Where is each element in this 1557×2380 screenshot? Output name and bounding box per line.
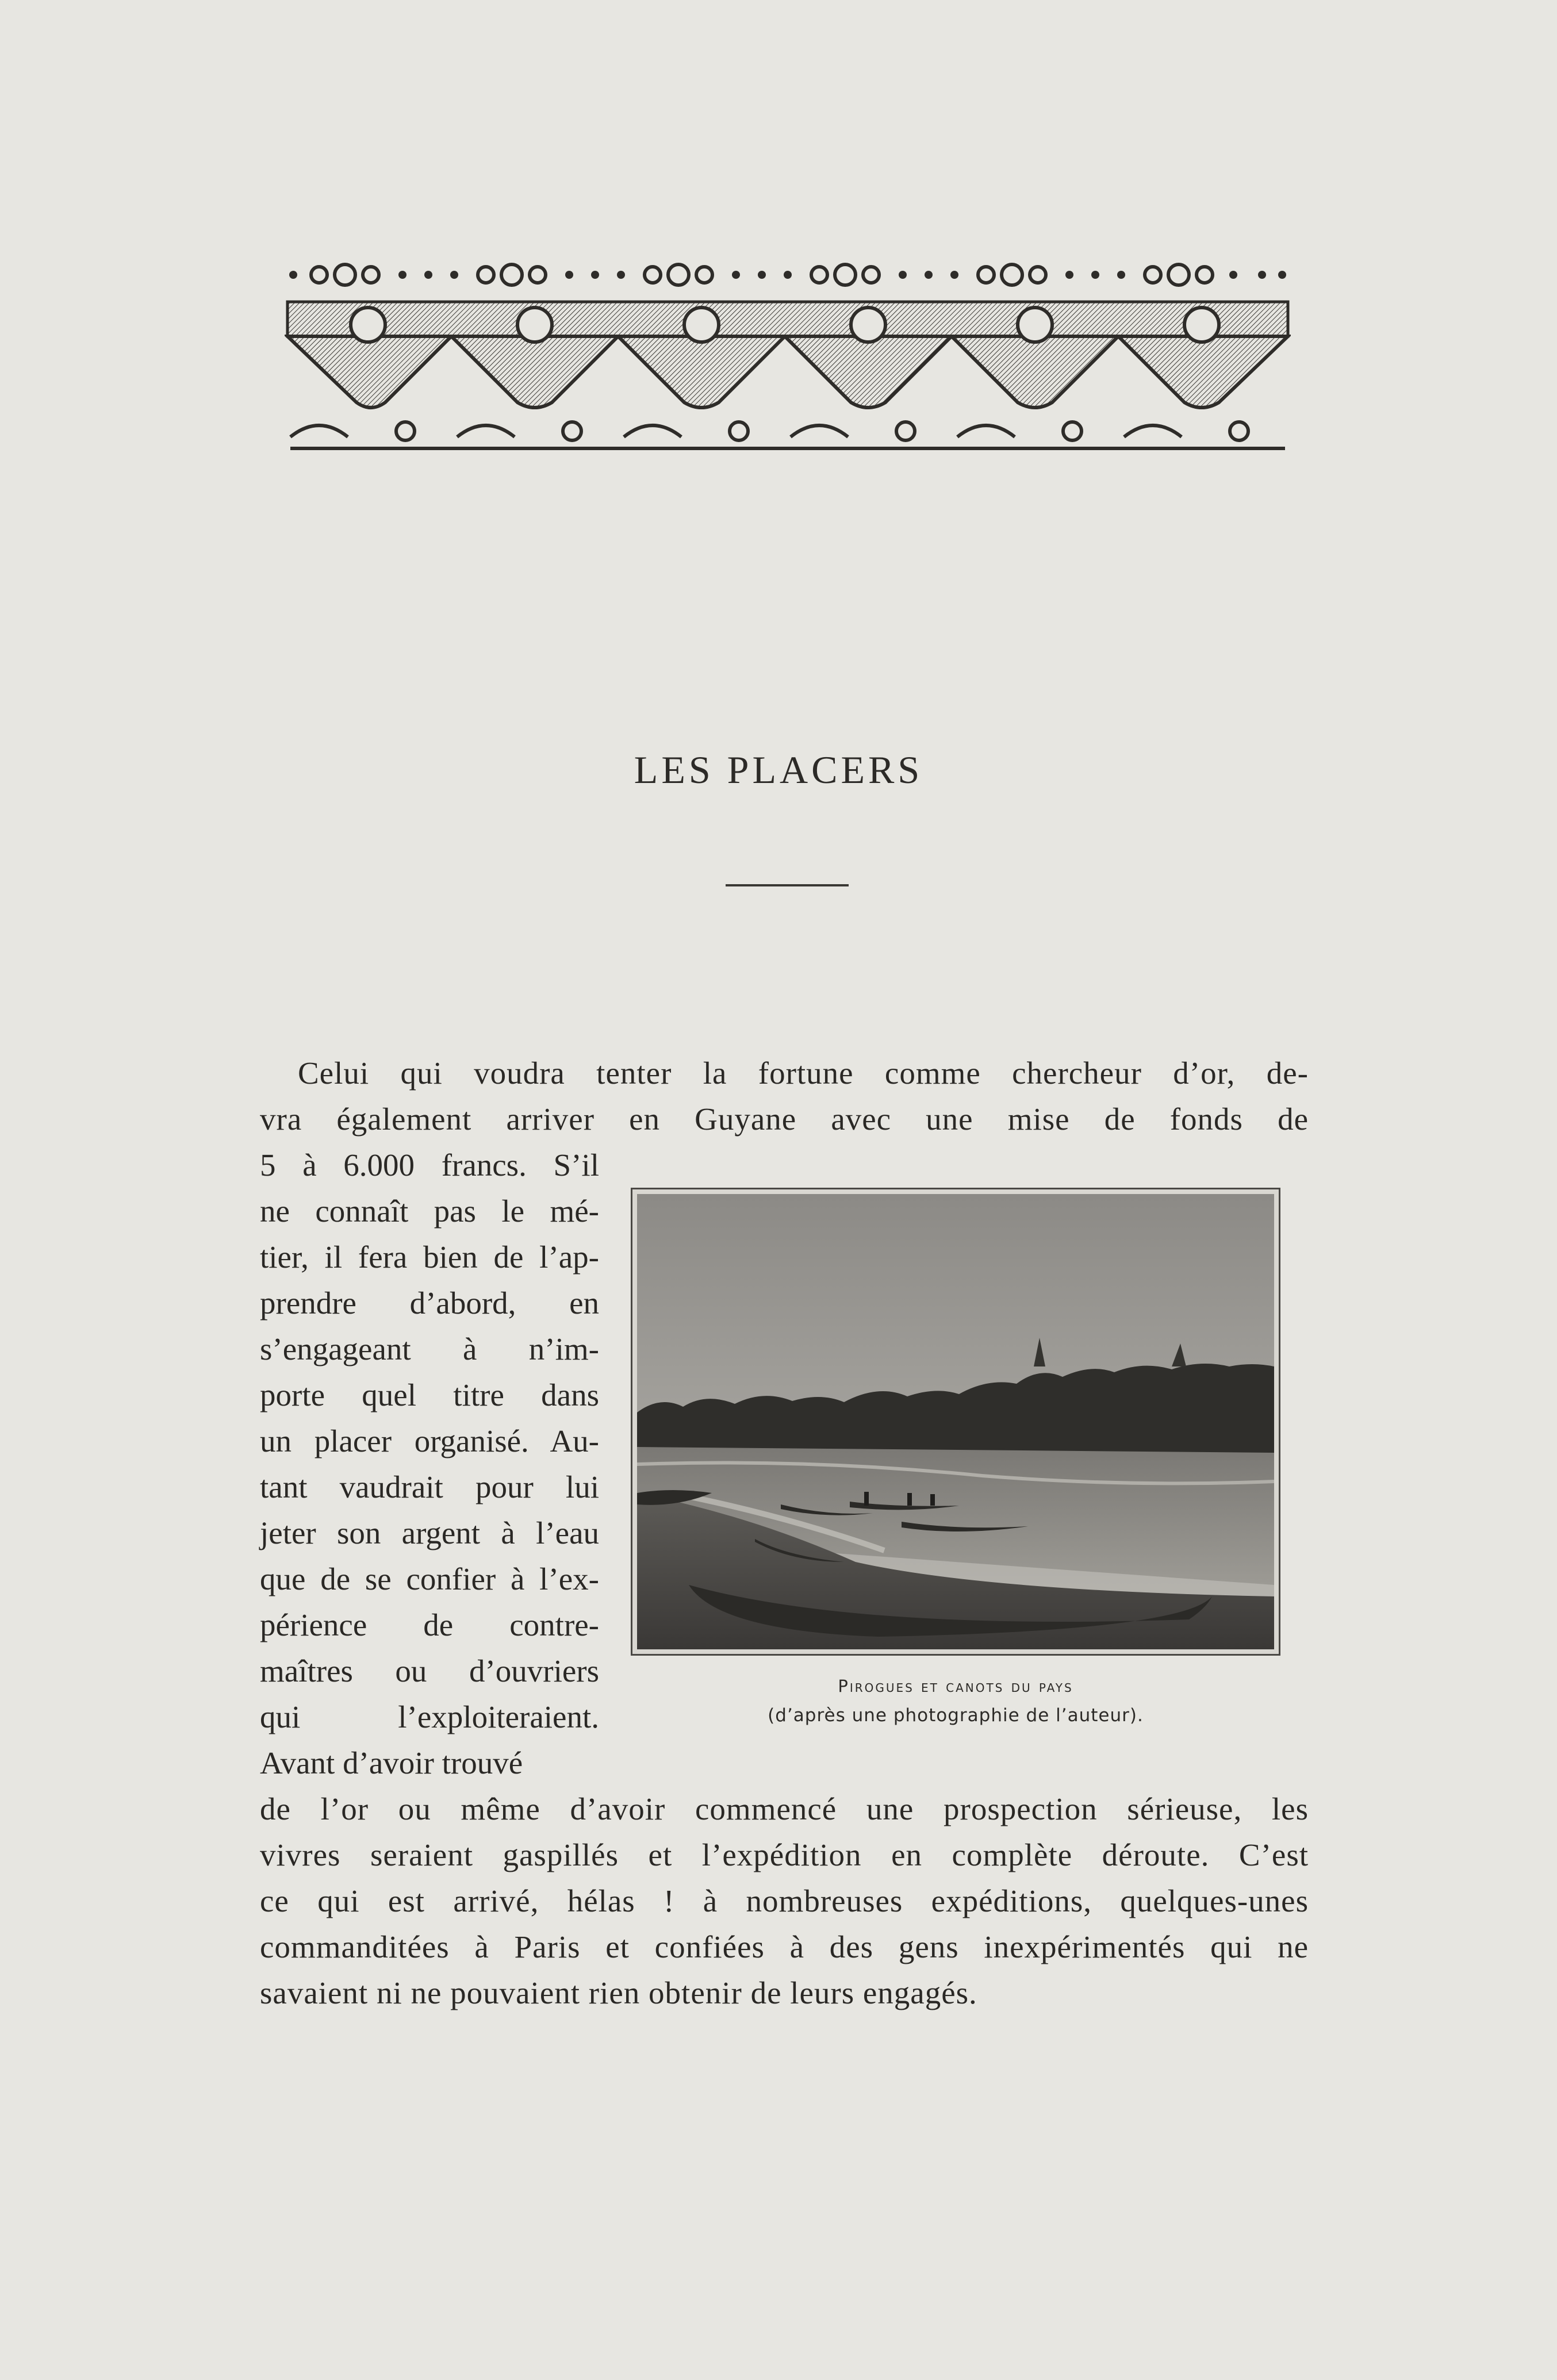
column-line: maîtres ou d’ouvriers xyxy=(260,1653,599,1688)
body-line: de l’or ou même d’avoir commencé une prospection sérieuse, les xyxy=(260,1791,1309,1826)
ornamental-frieze xyxy=(285,259,1291,466)
chapter-title: LES PLACERS xyxy=(634,748,923,792)
column-line: que de se confier à l’ex- xyxy=(260,1561,599,1596)
column-line: tier, il fera bien de l’ap- xyxy=(260,1239,599,1275)
column-line: tant vaudrait pour lui xyxy=(260,1469,599,1504)
photograph-frame xyxy=(631,1188,1280,1656)
column-line: Avant d’avoir trouvé xyxy=(260,1745,523,1780)
body-line: vra également arriver en Guyane avec une mise de fonds de xyxy=(260,1101,1309,1137)
column-line: s’engageant à n’im- xyxy=(260,1331,599,1366)
column-line: un placer organisé. Au- xyxy=(260,1423,599,1458)
river-canoes-photograph xyxy=(637,1194,1274,1649)
column-line: ne connaît pas le mé- xyxy=(260,1193,599,1229)
body-line: Celui qui voudra tenter la fortune comme chercheur d’or, de- xyxy=(298,1055,1309,1091)
body-line: commanditées à Paris et confiées à des gens inexpérimentés qui ne xyxy=(260,1929,1309,1964)
column-line: porte quel titre dans xyxy=(260,1377,599,1412)
column-line: jeter son argent à l’eau xyxy=(260,1515,599,1550)
column-line: prendre d’abord, en xyxy=(260,1285,599,1320)
column-line: qui l’exploiteraient. xyxy=(260,1699,599,1734)
title-rule xyxy=(726,884,849,886)
body-line: ce qui est arrivé, hélas ! à nombreuses expéditions, quelques-unes xyxy=(260,1883,1309,1918)
column-line: périence de contre- xyxy=(260,1607,599,1642)
column-line: 5 à 6.000 francs. S’il xyxy=(260,1147,599,1183)
body-line: vivres seraient gaspillés et l’expédition en complète déroute. C’est xyxy=(260,1837,1309,1872)
figure-caption-credit: (d’après une photographie de l’auteur). xyxy=(768,1705,1144,1726)
figure-caption-title: Pirogues et canots du pays xyxy=(838,1676,1073,1696)
body-line: savaient ni ne pouvaient rien obtenir de leurs engagés. xyxy=(260,1975,977,2010)
